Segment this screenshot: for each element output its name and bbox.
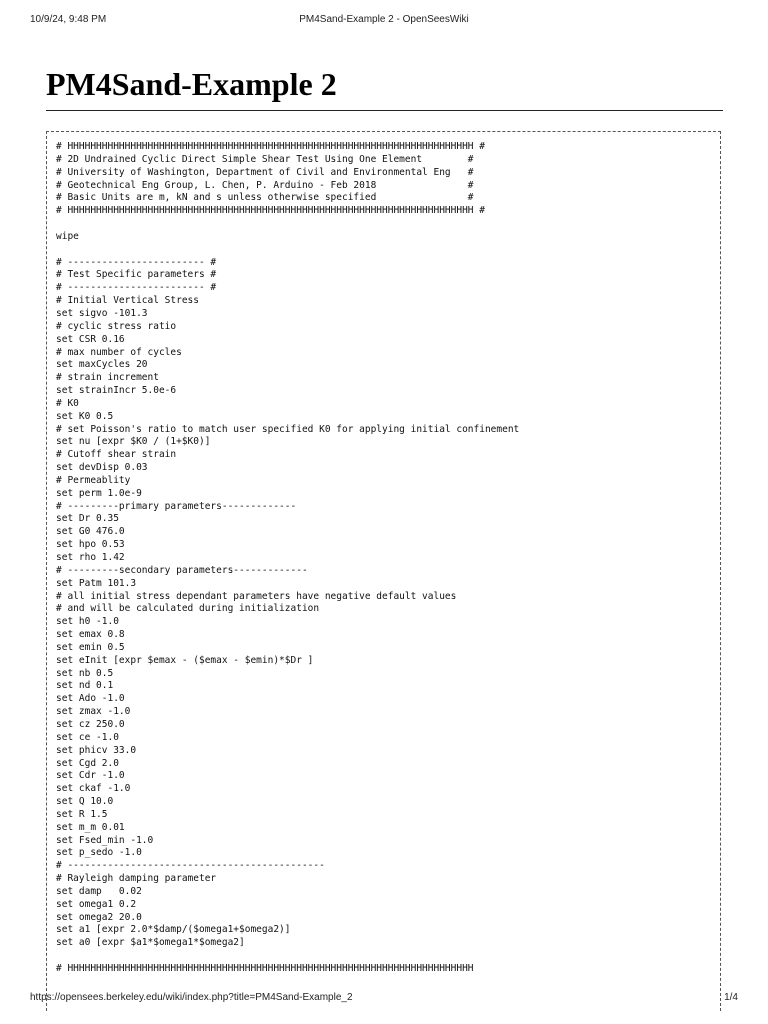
code-line: # K0	[56, 397, 79, 409]
code-line: set Patm 101.3	[56, 577, 137, 589]
code-line: # ---------------------------------------------	[56, 860, 325, 872]
page-title: PM4Sand-Example 2	[46, 66, 337, 102]
page-indicator: 1/4	[724, 992, 738, 1003]
code-line: set hpo 0.53	[56, 539, 125, 551]
code-line: # 2D Undrained Cyclic Direct Simple Shear Test Using One Element #	[56, 153, 474, 165]
code-line: # HHHHHHHHHHHHHHHHHHHHHHHHHHHHHHHHHHHHHHHHHHHHHHHHHHHHHHHHHHHHHHHHHHHHHHH	[56, 963, 474, 974]
code-line: set maxCycles 20	[56, 359, 148, 371]
code-line: set omega2 20.0	[56, 911, 142, 923]
code-line: set CSR 0.16	[56, 333, 125, 345]
code-line: set h0 -1.0	[56, 616, 119, 628]
code-line: set R 1.5	[56, 808, 108, 820]
code-listing	[47, 132, 720, 976]
code-line: # Permeablity	[56, 474, 131, 486]
code-line: set devDisp 0.03	[56, 462, 148, 474]
code-line: set Cdr -1.0	[56, 770, 125, 782]
code-line: # ---------secondary parameters-------------	[56, 564, 308, 576]
print-header	[0, 14, 768, 34]
code-line: wipe	[56, 230, 79, 242]
code-line: set perm 1.0e-9	[56, 487, 142, 499]
code-line: set ce -1.0	[56, 731, 119, 743]
code-line: # cyclic stress ratio	[56, 320, 177, 332]
code-line: # ------------------------ #	[56, 282, 217, 294]
code-line: set Q 10.0	[56, 796, 114, 808]
code-line: set a0 [expr $a1*$omega1*$omega2]	[56, 937, 245, 949]
code-line: set Fsed_min -1.0	[56, 834, 154, 846]
code-line: # Initial Vertical Stress	[56, 295, 199, 307]
title-divider	[46, 110, 723, 111]
code-line: set Cgd 2.0	[56, 757, 119, 769]
code-line: set Dr 0.35	[56, 513, 119, 525]
code-line: set ckaf -1.0	[56, 783, 131, 795]
code-line: set omega1 0.2	[56, 898, 137, 910]
code-line: # ------------------------ #	[56, 256, 217, 268]
code-line: set strainIncr 5.0e-6	[56, 385, 177, 397]
code-line: set a1 [expr 2.0*$damp/($omega1+$omega2)]	[56, 924, 291, 936]
code-line: set zmax -1.0	[56, 706, 131, 718]
code-line: # all initial stress dependant parameters have negative default values	[56, 590, 457, 602]
code-line: set m_m 0.01	[56, 821, 125, 833]
code-line: # strain increment	[56, 372, 159, 384]
print-datetime: 10/9/24, 9:48 PM	[30, 14, 107, 25]
code-line: set nd 0.1	[56, 680, 114, 692]
code-line: set p_sedo -1.0	[56, 847, 142, 859]
code-line: # HHHHHHHHHHHHHHHHHHHHHHHHHHHHHHHHHHHHHHHHHHHHHHHHHHHHHHHHHHHHHHHHHHHHHHH #	[56, 141, 485, 152]
code-line: # University of Washington, Department of Civil and Environmental Eng #	[56, 166, 474, 178]
code-line: set damp 0.02	[56, 885, 142, 897]
code-line: set nb 0.5	[56, 667, 114, 679]
print-document-title: PM4Sand-Example 2 - OpenSeesWiki	[299, 14, 469, 25]
code-line: set G0 476.0	[56, 526, 125, 538]
print-url: https://opensees.berkeley.edu/wiki/index.php?title=PM4Sand-Example_2	[30, 992, 353, 1003]
code-line: # Rayleigh damping parameter	[56, 873, 217, 885]
code-line: set nu [expr $K0 / (1+$K0)]	[56, 436, 211, 448]
code-line: set K0 0.5	[56, 410, 114, 422]
code-line: # ---------primary parameters-------------	[56, 500, 297, 512]
code-line: set eInit [expr $emax - ($emax - $emin)*$Dr ]	[56, 654, 314, 666]
code-line: # Cutoff shear strain	[56, 449, 177, 461]
code-line: set emin 0.5	[56, 641, 125, 653]
code-line: # Geotechnical Eng Group, L. Chen, P. Arduino - Feb 2018 #	[56, 179, 474, 191]
code-line: # and will be calculated during initialization	[56, 603, 320, 615]
code-line: set rho 1.42	[56, 552, 125, 563]
code-line: set Ado -1.0	[56, 693, 125, 705]
code-line: # Test Specific parameters #	[56, 269, 217, 281]
code-line: set phicv 33.0	[56, 744, 137, 756]
code-line: set emax 0.8	[56, 629, 125, 641]
code-block	[46, 131, 721, 1011]
code-line: set sigvo -101.3	[56, 307, 148, 319]
code-line: # set Poisson's ratio to match user specified K0 for applying initial confinement	[56, 423, 520, 435]
code-line: # max number of cycles	[56, 346, 182, 358]
code-line: # Basic Units are m, kN and s unless otherwise specified #	[56, 192, 474, 204]
code-line: set cz 250.0	[56, 718, 125, 730]
print-footer	[0, 992, 768, 1012]
code-line: # HHHHHHHHHHHHHHHHHHHHHHHHHHHHHHHHHHHHHHHHHHHHHHHHHHHHHHHHHHHHHHHHHHHHHHH #	[56, 205, 485, 217]
